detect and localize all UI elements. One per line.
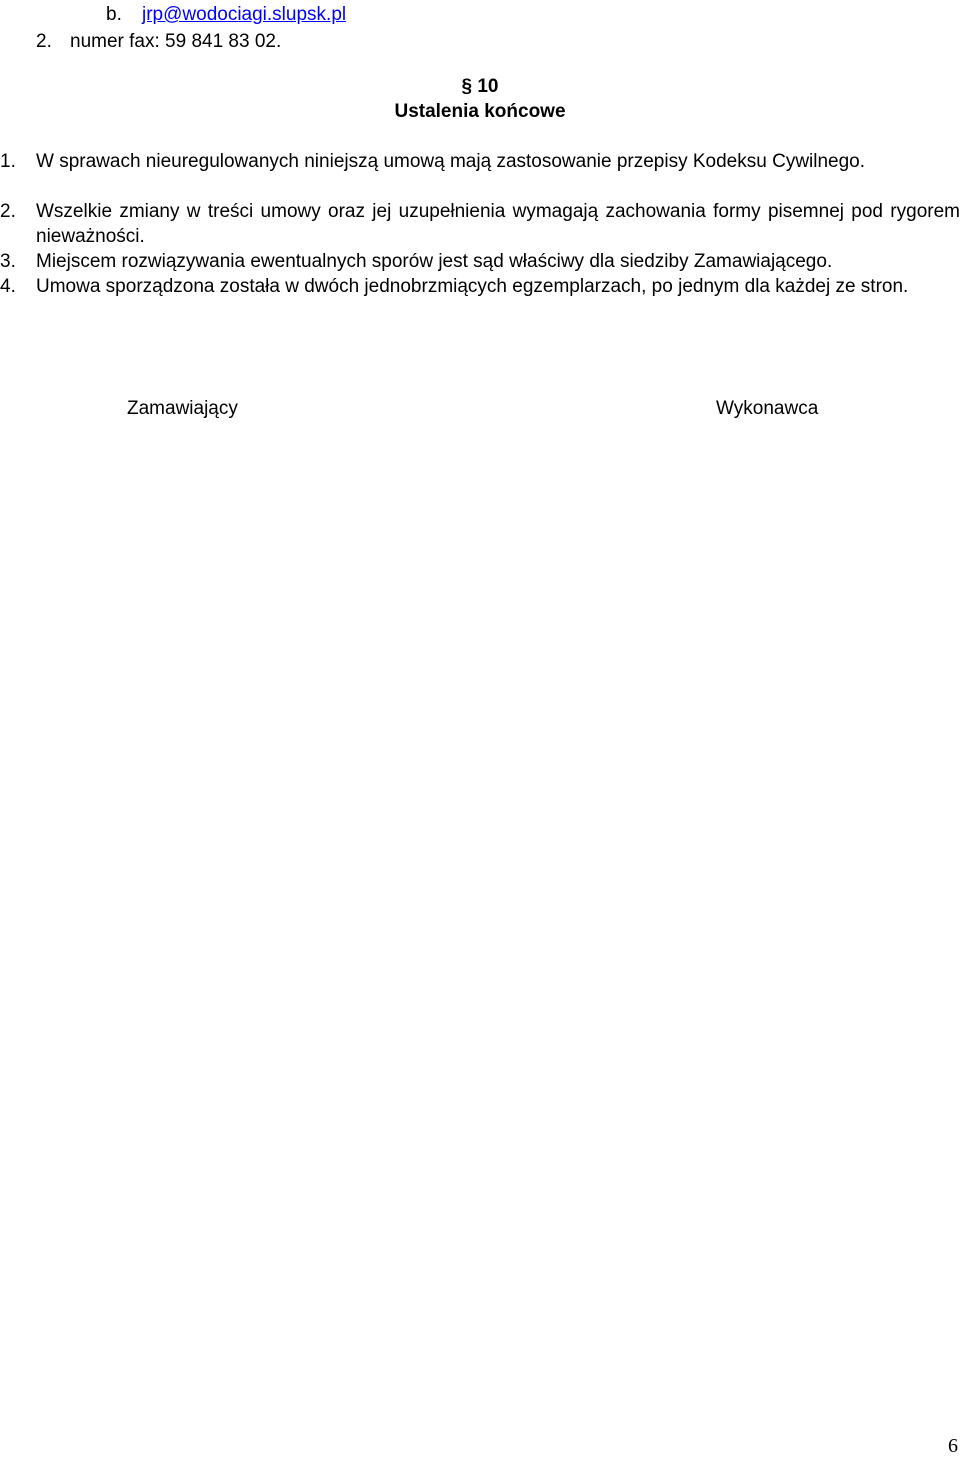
email-link[interactable]: jrp@wodociagi.slupsk.pl bbox=[142, 4, 347, 25]
clause-2 bbox=[0, 200, 960, 249]
clause-number: 1. bbox=[0, 151, 16, 172]
clause-number: 4. bbox=[0, 276, 16, 297]
section-paragraph-mark: § 10 bbox=[461, 76, 499, 97]
section-title: Ustalenia końcowe bbox=[394, 101, 566, 122]
fax-item-number: 2. bbox=[36, 31, 52, 52]
page-number: 6 bbox=[948, 1435, 958, 1457]
clause-number: 2. bbox=[0, 201, 16, 222]
clause-1 bbox=[0, 150, 960, 175]
fax-number-text: numer fax: 59 841 83 02. bbox=[70, 31, 282, 52]
clause-text: Miejscem rozwiązywania ewentualnych sporów jest sąd właściwy dla siedziby Zamawiającego. bbox=[36, 251, 833, 272]
clause-text: W sprawach nieuregulowanych niniejszą umową mają zastosowanie przepisy Kodeksu Cywilnego. bbox=[36, 151, 866, 172]
signature-zamawiajacy: Zamawiający bbox=[127, 398, 238, 419]
signature-wykonawca: Wykonawca bbox=[716, 398, 819, 419]
email-list-letter: b. bbox=[106, 4, 122, 25]
clause-text: Umowa sporządzona została w dwóch jednobrzmiących egzemplarzach, po jednym dla każdej ze stron. bbox=[36, 276, 909, 297]
clause-number: 3. bbox=[0, 251, 16, 272]
clause-4 bbox=[0, 275, 960, 300]
clause-3 bbox=[0, 250, 960, 275]
clause-text: Wszelkie zmiany w treści umowy oraz jej uzupełnienia wymagają zachowania formy pisemnej pod rygorem nieważności. bbox=[36, 201, 960, 247]
